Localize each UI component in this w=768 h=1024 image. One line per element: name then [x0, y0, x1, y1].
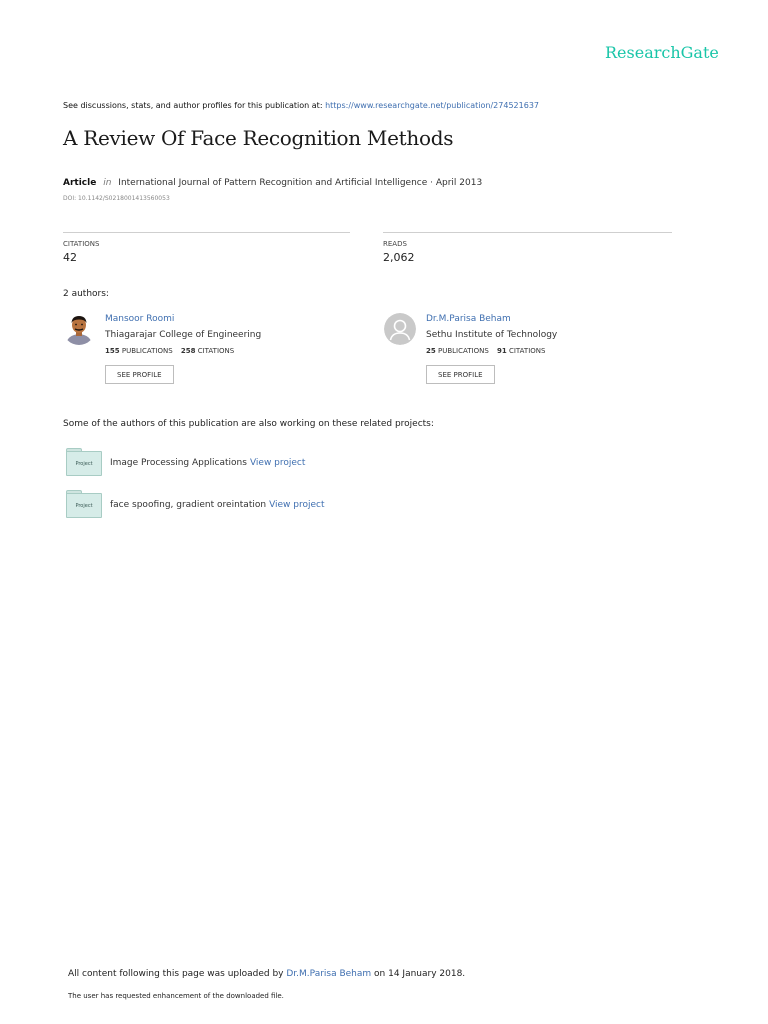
citations-count: 91 [497, 347, 507, 355]
project-name: face spoofing, gradient oreintation [110, 500, 267, 510]
citations-label: CITATIONS [197, 347, 235, 355]
author-photo-avatar[interactable] [63, 313, 95, 345]
author-name-link[interactable]: Mansoor Roomi [105, 314, 175, 324]
reads-label: READS [383, 240, 407, 248]
view-project-link[interactable]: View project [249, 458, 306, 468]
see-discussions-line [63, 101, 539, 110]
in-word: in [103, 178, 112, 188]
citations-label: CITATIONS [63, 240, 100, 248]
related-projects-heading: Some of the authors of this publication are also working on these related projects: [63, 419, 434, 429]
publications-label: PUBLICATIONS [121, 347, 173, 355]
author-stats [105, 347, 234, 355]
citations-label: CITATIONS [508, 347, 546, 355]
publication-title: A Review Of Face Recognition Methods [63, 126, 454, 150]
project-text [110, 500, 325, 510]
author-institution: Thiagarajar College of Engineering [105, 330, 262, 340]
see-profile-button[interactable]: SEE PROFILE [426, 365, 495, 384]
publications-count: 25 [426, 347, 436, 355]
stats-divider-right [383, 232, 672, 233]
project-text [110, 458, 305, 468]
project-folder-label: Project [75, 461, 93, 467]
author-name-link[interactable]: Dr.M.Parisa Beham [426, 314, 511, 324]
author-card [63, 313, 363, 389]
publications-count: 155 [105, 347, 120, 355]
doi-text: DOI: 10.1142/S0218001413560053 [63, 195, 170, 202]
project-name: Image Processing Applications [110, 458, 247, 468]
project-item [66, 490, 366, 520]
citations-count: 258 [180, 347, 196, 355]
publication-url-link[interactable]: https://www.researchgate.net/publication/274521637 [325, 101, 539, 110]
uploader-link[interactable]: Dr.M.Parisa Beham [286, 969, 372, 979]
stats-divider-left [63, 232, 350, 233]
uploaded-prefix: All content following this page was uploaded by [68, 969, 287, 979]
article-type: Article [63, 178, 97, 188]
article-venue-line [63, 178, 482, 188]
project-folder-icon [66, 448, 102, 476]
reads-value: 2,062 [383, 251, 415, 264]
author-stats [426, 347, 545, 355]
researchgate-logo[interactable]: ResearchGate [605, 43, 719, 62]
see-profile-button[interactable]: SEE PROFILE [105, 365, 174, 384]
author-card [384, 313, 684, 389]
view-project-link[interactable]: View project [269, 500, 325, 510]
authors-heading: 2 authors: [63, 289, 109, 299]
project-item [66, 448, 366, 478]
journal-venue: International Journal of Pattern Recognition and Artificial Intelligence · April 2013 [118, 178, 483, 188]
publications-label: PUBLICATIONS [437, 347, 489, 355]
default-avatar-icon[interactable] [384, 313, 416, 345]
see-discussions-text: See discussions, stats, and author profiles for this publication at: [63, 101, 326, 110]
project-folder-label: Project [75, 503, 93, 509]
project-folder-icon [66, 490, 102, 518]
enhancement-note: The user has requested enhancement of the downloaded file. [68, 992, 284, 1000]
citations-value: 42 [63, 251, 77, 264]
uploaded-by-line [68, 969, 465, 979]
author-institution: Sethu Institute of Technology [426, 330, 558, 340]
uploaded-suffix: on 14 January 2018. [371, 969, 466, 979]
